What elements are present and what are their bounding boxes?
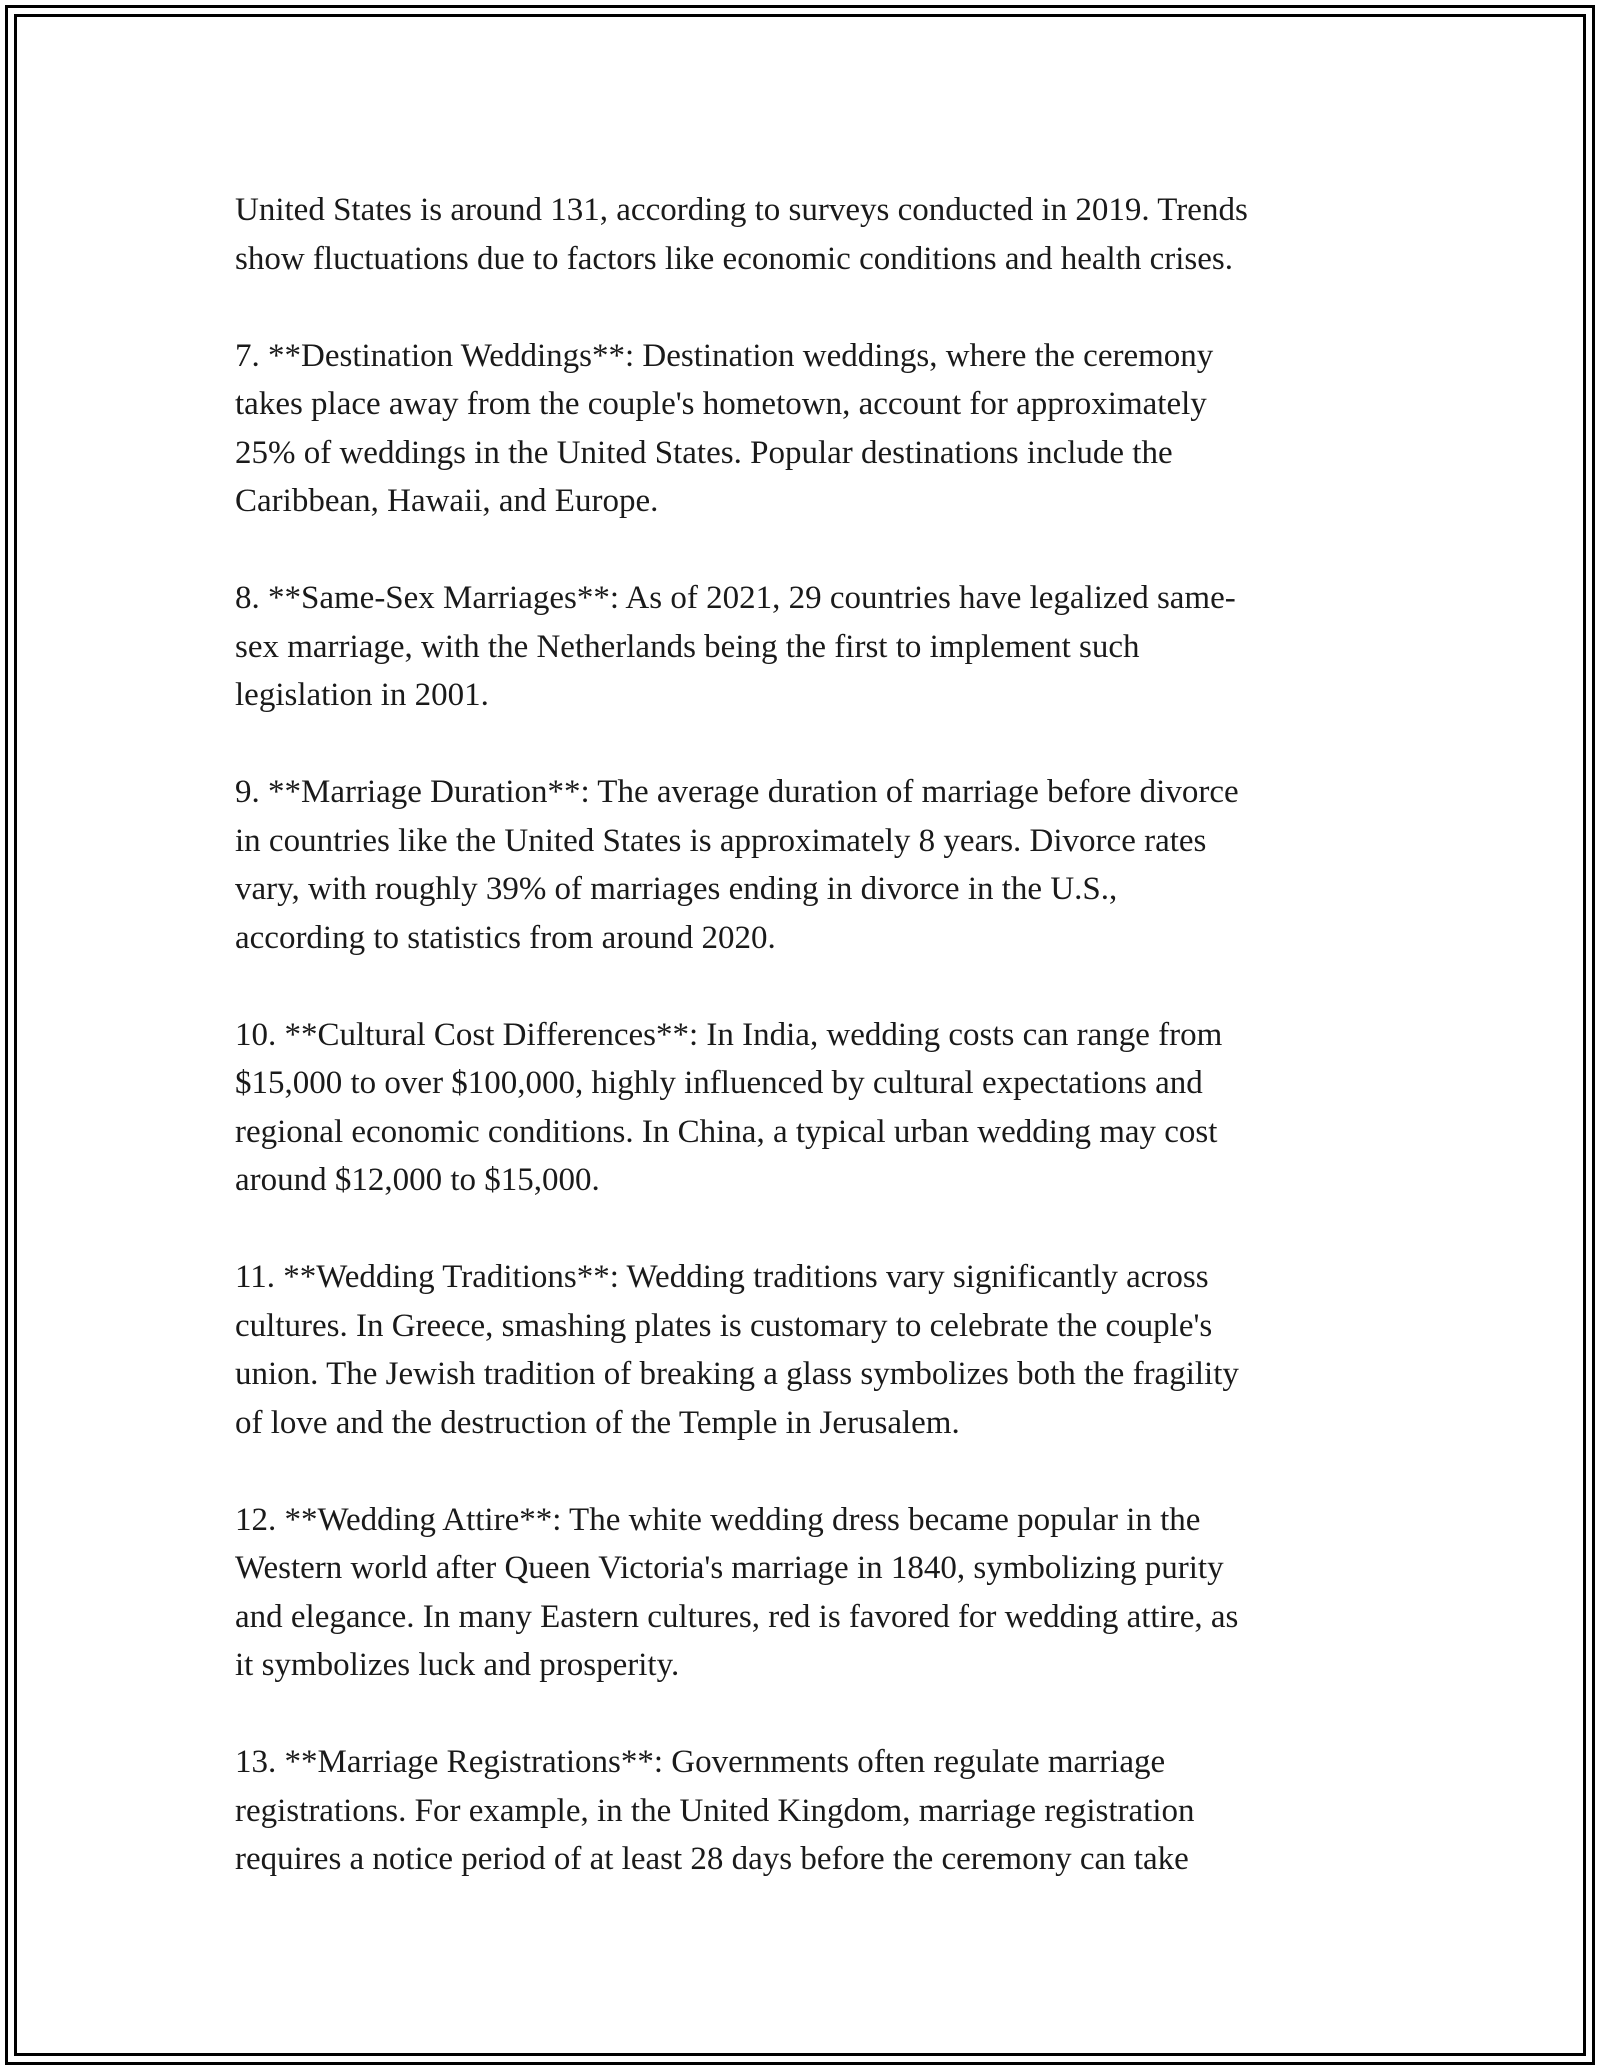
paragraph-marriage-registrations: 13. **Marriage Registrations**: Governments often regulate marriage registrations. For example, in the United Kingdom, marriage registration requires a notice period of at least 28 days before the ceremony can take	[235, 1744, 1195, 1877]
document-body	[235, 186, 1395, 1932]
paragraph-marriage-duration: 9. **Marriage Duration**: The average duration of marriage before divorce in countries like the United States is approximately 8 years. Divorce rates vary, with roughly 39% of marriages ending in divorce in the U.S., according to statistics from around 2020.	[235, 774, 1239, 956]
paragraph-wedding-attire: 12. **Wedding Attire**: The white wedding dress became popular in the Western world after Queen Victoria's marriage in 1840, symbolizing purity and elegance. In many Eastern cultures, red is favored for wedding attire, as it symbolizes luck and prosperity.	[235, 1501, 1239, 1683]
paragraph-continuation: United States is around 131, according to surveys conducted in 2019. Trends show fluctuations due to factors like economic conditions and health crises.	[235, 192, 1248, 277]
paragraph-cultural-cost-differences: 10. **Cultural Cost Differences**: In India, wedding costs can range from $15,000 to over $100,000, highly influenced by cultural expectations and regional economic conditions. In China, a typical urban wedding may cost around $12,000 to $15,000.	[235, 1016, 1223, 1198]
paragraph-destination-weddings: 7. **Destination Weddings**: Destination weddings, where the ceremony takes place away from the couple's hometown, account for approximately 25% of weddings in the United States. Popular destinations include the Caribbean, Hawaii, and Europe.	[235, 337, 1214, 519]
paragraph-same-sex-marriages: 8. **Same-Sex Marriages**: As of 2021, 29 countries have legalized same- sex marriage, with the Netherlands being the first to implement such legislation in 2001.	[235, 580, 1236, 713]
paragraph-wedding-traditions: 11. **Wedding Traditions**: Wedding traditions vary significantly across cultures. In Greece, smashing plates is customary to celebrate the couple's union. The Jewish tradition of breaking a glass symbolizes both the fragility of love and the destruction of the Temple in Jerusalem.	[235, 1259, 1239, 1441]
